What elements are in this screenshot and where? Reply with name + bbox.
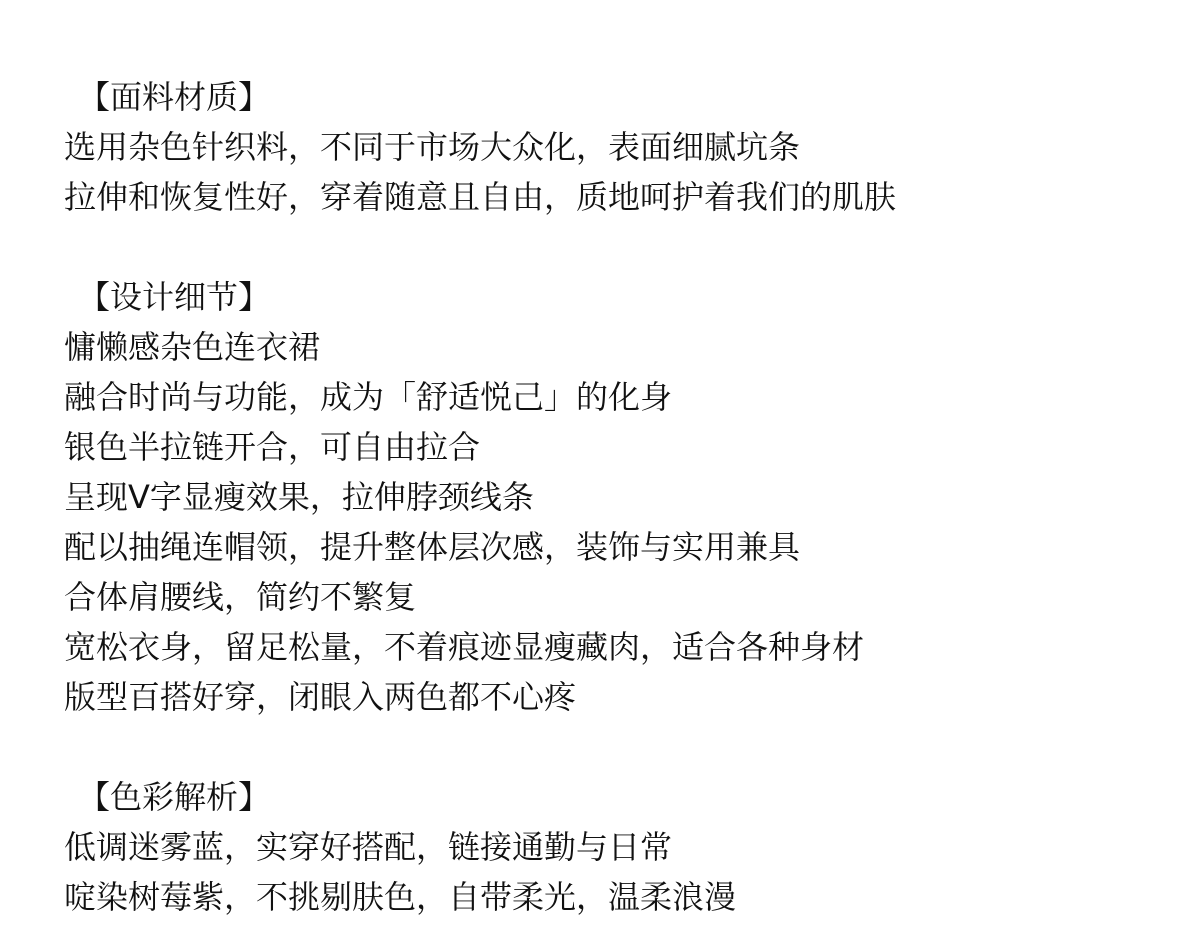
section-heading-color: 【色彩解析】 xyxy=(78,778,271,816)
product-description xyxy=(64,72,1184,922)
text-line: 版型百搭好穿，闭眼入两色都不心疼 xyxy=(64,678,577,716)
text-line: 拉伸和恢复性好，穿着随意且自由，质地呵护着我们的肌肤 xyxy=(64,178,897,216)
section-color xyxy=(64,772,1184,922)
section-design xyxy=(64,272,1184,722)
section-fabric xyxy=(64,72,1184,222)
text-line: 银色半拉链开合，可自由拉合 xyxy=(64,428,481,466)
section-spacer xyxy=(64,722,1184,772)
text-line: 慵懒感杂色连衣裙 xyxy=(64,328,321,366)
text-line: 合体肩腰线，简约不繁复 xyxy=(64,578,417,616)
text-line: 选用杂色针织料，不同于市场大众化，表面细腻坑条 xyxy=(64,128,801,166)
text-line: 融合时尚与功能，成为「舒适悦己」的化身 xyxy=(64,378,673,416)
text-line: 宽松衣身，留足松量，不着痕迹显瘦藏肉，适合各种身材 xyxy=(64,628,865,666)
section-spacer xyxy=(64,222,1184,272)
section-heading-design: 【设计细节】 xyxy=(78,278,271,316)
text-line: 啶染树莓紫，不挑剔肤色，自带柔光，温柔浪漫 xyxy=(64,878,737,916)
text-line: 呈现V字显瘦效果，拉伸脖颈线条 xyxy=(64,478,534,516)
text-line: 配以抽绳连帽领，提升整体层次感，装饰与实用兼具 xyxy=(64,528,801,566)
section-heading-fabric: 【面料材质】 xyxy=(78,78,271,116)
text-line: 低调迷雾蓝，实穿好搭配，链接通勤与日常 xyxy=(64,828,673,866)
